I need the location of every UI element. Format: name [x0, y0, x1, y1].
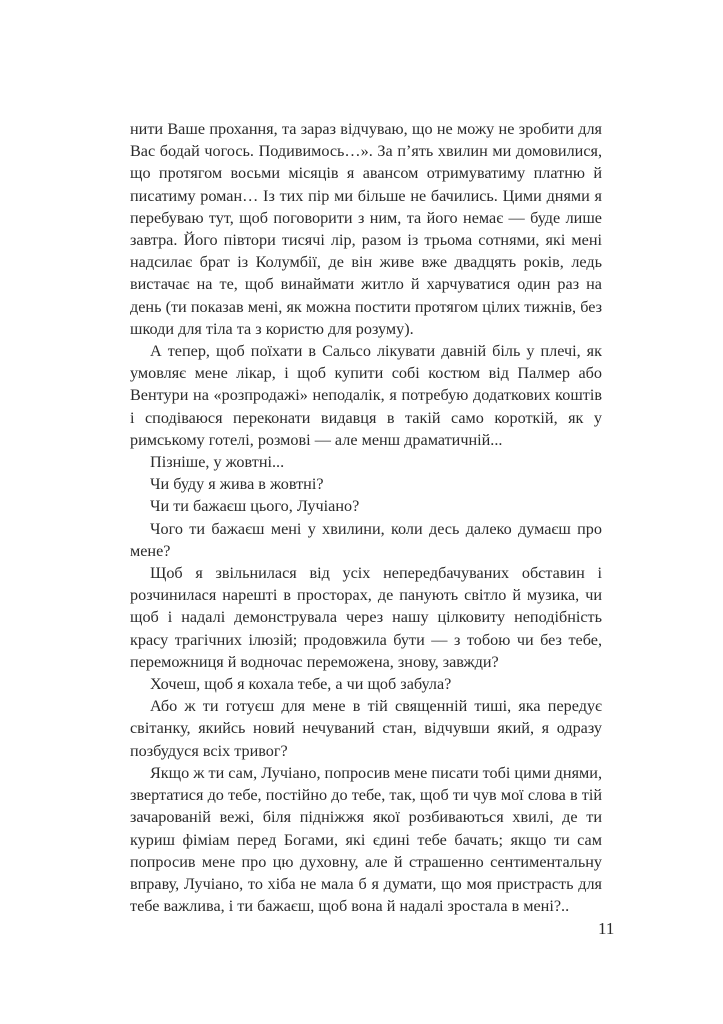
paragraph: Або ж ти готуєш для мене в тій священній тиші, яка передує світанку, якийсь новий нечуваний стан, відчувши який, я одразу позбудуся всіх тривог? — [130, 697, 602, 760]
page-number: 11 — [598, 919, 615, 938]
paragraph: Хочеш, щоб я кохала тебе, а чи щоб забула? — [150, 675, 452, 694]
paragraph: нити Ваше прохання, та зараз відчуваю, що не можу не зробити для Вас бодай чогось. Подивимось…». За п’ять хвилин ми домовилися, що протягом восьми місяців я авансом отримуватиму платню й писатиму роман… Із тих пір ми більше не бачились. Цими днями я перебуваю тут, щоб поговорити з ним, та його немає — буде лише завтра. Його півтори тисячі лір, разом із трьома сотнями, які мені надсилає брат із Колумбії, де він живе вже двадцять років, ледь вистачає на те, щоб винаймати житло й харчуватися один раз на день (ти показав мені, як можна постити протягом цілих тижнів, без шкоди для тіла та з користю для розуму). — [130, 120, 602, 338]
paragraph: Пізніше, у жовтні... — [150, 453, 285, 472]
paragraph: Чого ти бажаєш мені у хвилини, коли десь далеко думаєш про мене? — [130, 519, 602, 560]
paragraph: А тепер, щоб поїхати в Сальсо лікувати давній біль у плечі, як умовляє мене лікар, і щоб купити собі костюм від Палмер або Вентури на «розпродажі» неподалік, я потребую додаткових коштів і сподіваюся переконати видавця в такій само короткій, як у римському готелі, розмові — але менш драматичній... — [130, 342, 602, 449]
paragraph: Чи ти бажаєш цього, Лучіано? — [150, 497, 360, 516]
paragraph: Якщо ж ти сам, Лучіано, попросив мене писати тобі цими днями, звертатися до тебе, постійно до тебе, так, щоб ти чув мої слова в тій зачарованій вежі, біля підніжжя якої розбиваються хвилі, де ти куриш фіміам перед Богами, які єдині тебе бачать; якщо ти сам попросив мене про цю духовну, але й страшенно сентиментальну вправу, Лучіано, то хіба не мала б я думати, що моя пристрасть для тебе важлива, і ти бажаєш, щоб вона й надалі зростала в мені?.. — [130, 763, 602, 916]
paragraph: Чи буду я жива в жовтні? — [150, 475, 324, 494]
body-text — [130, 118, 602, 917]
paragraph: Щоб я звільнилася від усіх непередбачуваних обставин і розчинилася нарешті в просторах, де панують світло й музика, чи щоб і надалі демонструвала через нашу цілковиту неподібність красу трагічних ілюзій; продовжила бути — з тобою чи без тебе, переможниця й водночас переможена, знову, завжди? — [130, 564, 602, 671]
